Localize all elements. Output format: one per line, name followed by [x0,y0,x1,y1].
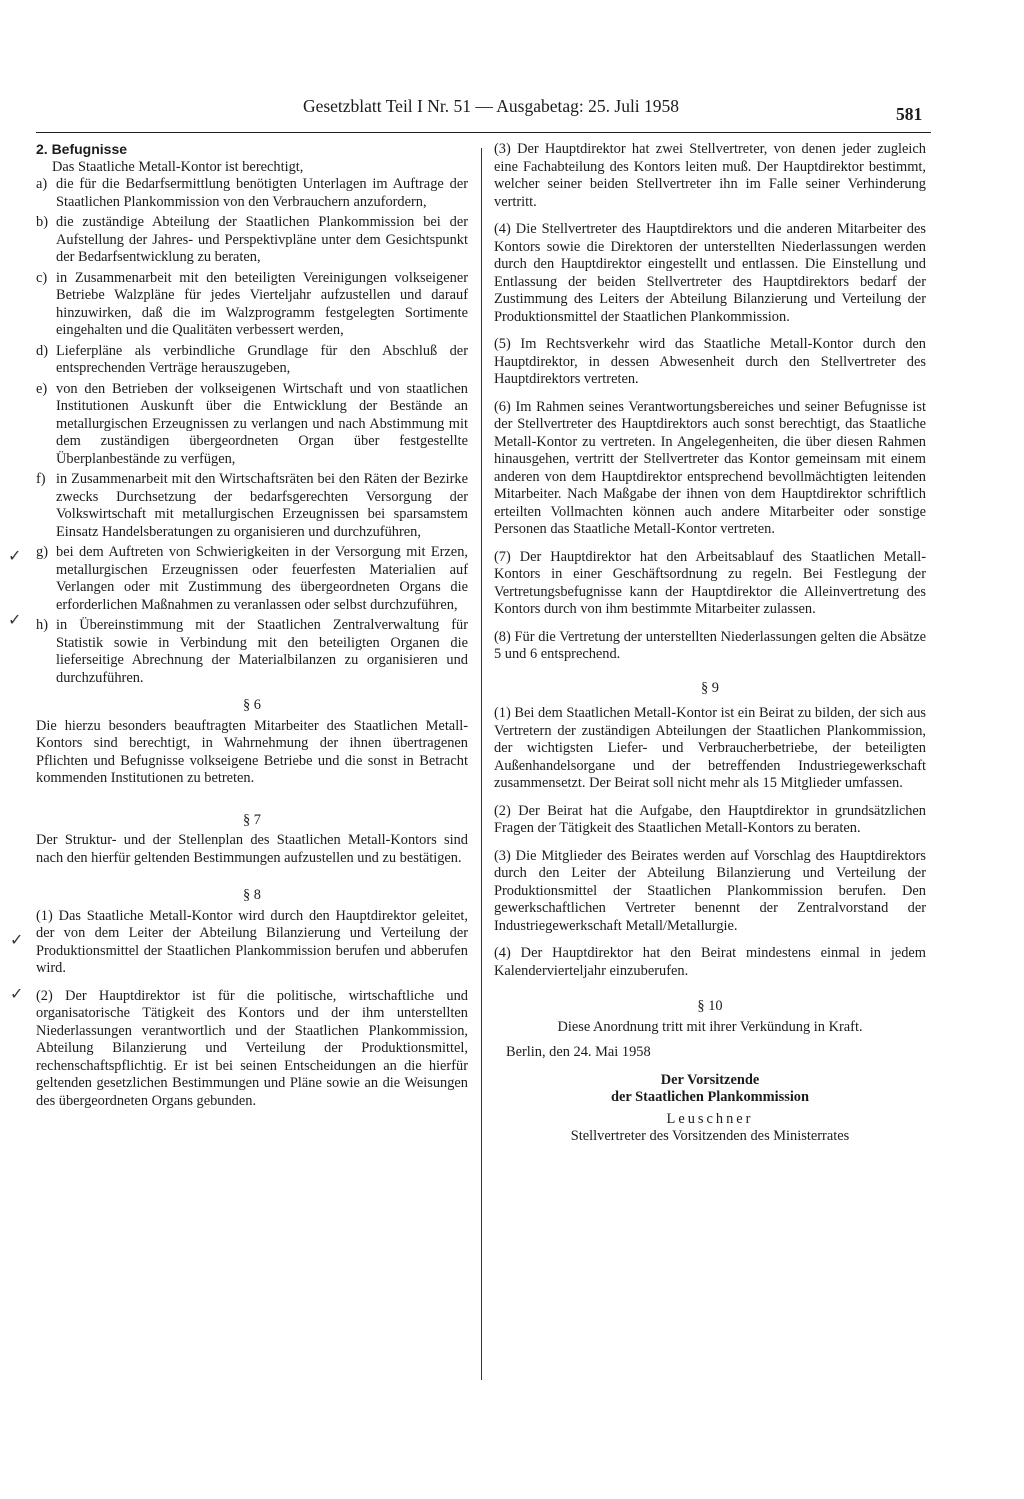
list-item-label: f) [36,471,46,487]
column-divider [481,148,482,1380]
section-9-paragraph: (4) Der Hauptdirektor hat den Beirat mindestens einmal in jedem Kalendervierteljahr einzuberufen. [494,945,926,979]
section-9-paragraph: (2) Der Beirat hat die Aufgabe, den Hauptdirektor in grundsätzlichen Fragen der Tätigkeit des Staatlichen Metall-Kontors zu beraten. [494,802,926,836]
signatory-role: Stellvertreter des Vorsitzenden des Ministerrates [570,1128,850,1144]
margin-check-mark: ✓ [8,610,22,629]
section-8-paragraph: (5) Im Rechtsverkehr wird das Staatliche Metall-Kontor durch den Hauptdirektor, in dessen Abwesenheit durch den Stellvertreter des Hauptdirektors vertreten. [494,336,926,387]
list-item [36,471,468,541]
section-title: 2. Befugnisse [36,141,128,157]
section-8-paragraph: (6) Im Rahmen seines Verantwortungsbereiches und seiner Befugnisse ist der Stellvertreter des Hauptdirektors auch sonst berechtigt, das Staatliche Metall-Kontor zu vertreten. In Angelegenheiten, die über diesen Rahmen hinausgehen, vertritt der Stellvertreter das Kontor gemeinsam mit einem anderen von dem Hauptdirektor entsprechend bevollmächtigten leitenden Mitarbeiter. Nach Maßgabe der ihnen von dem Hauptdirektor schriftlich erteilten Vollmachten können auch andere Mitarbeiter oder sonstige Personen das Staatliche Metall-Kontor vertreten. [494,398,926,537]
section-8-paragraph: (2) Der Hauptdirektor ist für die politische, wirtschaftliche und organisatorische Tätigkeit des Kontors und der ihm unterstellten Niederlassungen verantwortlich und der Staatlichen Plankommission, Abteilung Bilanzierung und Verteilung der Produktionsmittel, rechenschaftspflichtig. Er ist bei seinen Entscheidungen an die hierfür geltenden gesetzlichen Bestimmungen und Pläne sowie an die Weisungen des übergeordneten Organs gebunden. [36,987,468,1109]
margin-check-mark: ✓ [8,546,22,565]
section-heading-6: § 6 [243,697,261,713]
list-item [36,381,468,469]
list-item-label: e) [36,380,48,397]
section-heading-10: § 10 [697,998,723,1014]
section-8-paragraph: (4) Die Stellvertreter des Hauptdirektors und die anderen Mitarbeiter des Kontors sowie die Direktoren der unterstellten Niederlassungen werden durch den Hauptdirektor eingestellt und entlassen. Die Einstellung und Entlassung der beiden Stellvertreter des Hauptdirektors bedarf der Zustimmung des Leiters der Abteilung Bilanzierung und Verteilung der Produktionsmittel der Staatlichen Plankommission. [494,221,926,325]
header-rule [36,132,931,133]
list-item-text: von den Betrieben der volkseigenen Wirtschaft und von staatlichen Institutionen Auskunft über die Entwicklung der Bestände an metallurgischen Erzeugnissen zu verlangen und nach Abstimmung mit dem zuständigen übergeordneten Organ über festgestellte Überplanbestände zu verfügen, [56,380,468,467]
list-item-text: in Übereinstimmung mit der Staatlichen Zentralverwaltung für Statistik sowie in Verbindung mit den beteiligten Organen die lieferseitige Abrechnung der Materialbilanzen zu organisieren und durchzuführen. [56,617,468,686]
section-7-text: Der Struktur- und der Stellenplan des Staatlichen Metall-Kontors sind nach den hierfür geltenden Bestimmungen aufzustellen und zu bestätigen. [36,832,468,866]
list-item [36,617,468,687]
margin-check-mark: ✓ [10,984,24,1003]
list-item-text: in Zusammenarbeit mit den Wirtschaftsräten bei den Räten der Bezirke zwecks Durchsetzung der bedarfsgerechten Versorgung der Volkswirtschaft mit metallurgischen Erzeugnissen bei sparsamstem Einsatz Handelsberatungen zu organisieren und durchzuführen, [56,471,468,540]
header-title: Gesetzblatt Teil I Nr. 51 — Ausgabetag: 25. Juli 1958 [302,96,680,116]
section-intro: Das Staatliche Metall-Kontor ist berechtigt, [52,158,304,175]
list-item-text: die zuständige Abteilung der Staatlichen Plankommission bei der Aufstellung der Jahres- und Perspektivpläne unter dem Gesichtspunkt der Bedarfsentwicklung zu beraten, [56,214,468,265]
left-column [36,141,468,1120]
list-item-text: in Zusammenarbeit mit den beteiligten Vereinigungen volkseigener Betriebe Walzpläne für jedes Vierteljahr aufzustellen und darauf hinzuwirken, daß die im Walzprogramm festgelegten Sortimente eingehalten und die Qualitäten verbessert werden, [56,269,468,338]
list-item-label: c) [36,269,48,286]
list-item-label: g) [36,544,48,560]
list-item [36,270,468,340]
section-heading-7: § 7 [243,811,261,828]
section-6-text: Die hierzu besonders beauftragten Mitarbeiter des Staatlichen Metall-Kontors sind berechtigt, in Wahrnehmung der ihnen übertragenen Pflichten und Befugnisse volkseigene Betriebe und die sonst in Betracht kommenden Institutionen zu betreten. [36,717,468,786]
section-10-text: Diese Anordnung tritt mit ihrer Verkündung in Kraft. [557,1018,863,1035]
section-heading-8: § 8 [243,887,261,903]
list-item-text: bei dem Auftreten von Schwierigkeiten in der Versorgung mit Erzen, metallurgischen Erzeugnissen oder feuerfesten Materialien auf Verlangen oder mit Zustimmung des übergeordneten Organs die erforderlichen Maßnahmen zu veranlassen oder selbst durchzuführen, [56,544,468,613]
list-item [36,176,468,211]
section-8-paragraph: (8) Für die Vertretung der unterstellten Niederlassungen gelten die Absätze 5 und 6 entsprechend. [494,628,926,662]
signatory-name: Leuschner [666,1110,754,1127]
signature-title: Der Vorsitzende [660,1071,760,1088]
section-9-paragraph: (1) Bei dem Staatlichen Metall-Kontor ist ein Beirat zu bilden, der sich aus Vertretern der zuständigen Abteilungen der Staatlichen Plankommission, der wichtigsten Liefer- und Verbraucherbetriebe, der beteiligten Außenhandelsorgane und der betreffenden Industriegewerkschaft zusammensetzt. Der Beirat soll nicht mehr als 15 Mitglieder umfassen. [494,705,927,791]
signature-organization: der Staatlichen Plankommission [610,1089,810,1105]
list-item-text: Lieferpläne als verbindliche Grundlage für den Abschluß der entsprechenden Verträge herauszugeben, [56,342,468,376]
list-item [36,214,468,267]
section-8-paragraph: (3) Der Hauptdirektor hat zwei Stellvertreter, von denen jeder zugleich eine Fachabteilung des Kontors leiten muß. Der Hauptdirektor bestimmt, welcher seiner beiden Stellvertreter ihn im Falle seiner Verhinderung vertritt. [494,141,926,210]
place-date: Berlin, den 24. Mai 1958 [506,1044,651,1060]
section-8-paragraph: (7) Der Hauptdirektor hat den Arbeitsablauf des Staatlichen Metall-Kontors in einer Geschäftsordnung zu regeln. Bei Festlegung der Vertretungsbefugnisse kann der Hauptdirektor die Alleinvertretung des Kontors durch von ihm bestimmte Mitarbeiter zulassen. [494,548,926,617]
section-8-paragraph: (1) Das Staatliche Metall-Kontor wird durch den Hauptdirektor geleitet, der von dem Leiter der Abteilung Bilanzierung und Verteilung der Produktionsmittel der Staatlichen Plankommission berufen und abberufen wird. [36,907,468,976]
list-item-label: a) [36,176,48,192]
page-number: 581 [896,104,923,124]
list-item-label: d) [36,342,48,359]
list-item-text: die für die Bedarfsermittlung benötigten Unterlagen im Auftrage der Staatlichen Plankommission von den Verbrauchern anzufordern, [56,176,468,210]
list-item-label: b) [36,214,48,230]
list-item [36,343,468,378]
margin-check-mark: ✓ [10,930,24,949]
section-9-paragraph: (3) Die Mitglieder des Beirates werden auf Vorschlag des Hauptdirektors durch den Leiter der Abteilung Bilanzierung und Verteilung der Produktionsmittel der Staatlichen Plankommission berufen. Den gewerkschaftlichen Vertreter benennt der Zentralvorstand der Industriegewerkschaft Metall/Metallurgie. [494,847,926,934]
list-item-label: h) [36,617,48,633]
list-item [36,544,468,614]
right-column [494,141,926,1146]
section-heading-9: § 9 [701,679,719,696]
